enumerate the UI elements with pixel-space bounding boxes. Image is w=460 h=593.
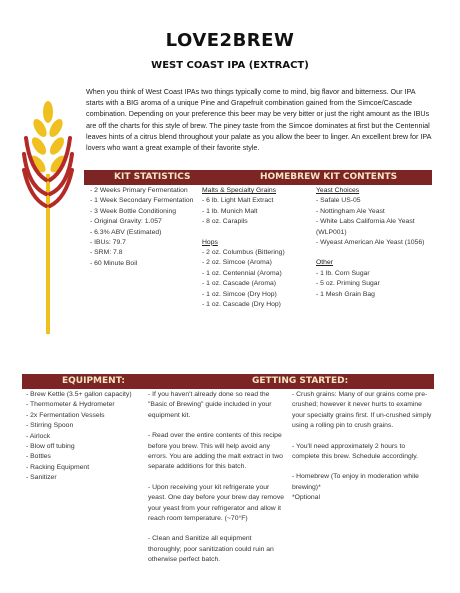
list-item: - White Labs California Ale Yeast (WLP001) xyxy=(316,218,415,236)
kit-section-bar xyxy=(84,170,432,185)
list-item: - Sanitizer xyxy=(26,474,57,482)
list-item: - 5 oz. Priming Sugar xyxy=(316,280,380,288)
list-item: - Nottingham Ale Yeast xyxy=(316,207,385,215)
list-item: - Thermometer & Hydrometer xyxy=(26,401,115,409)
intro-paragraph: When you think of West Coast IPAs two things typically come to mind, big flavor and bitterness. Our IPA starts with a BIG aroma of a unique Pine and Grapefruit combination gained from the Simcoe/Cascade combination. Depending on your preference this beer may be very bitter or just the right amount as the IBUs are off the charts for this style of brew. The piney taste from the Simcoe dominates at first but the Centennial leaves hints of a citrus blend throughout your palate as you allow the beer to linger. An excellent brew for IPA lovers who want a great example of their favorite style. xyxy=(86,87,432,153)
equipment-heading: EQUIPMENT: xyxy=(62,376,125,386)
list-item: - Blow off tubing xyxy=(26,443,75,451)
list-item: - 1 oz. Cascade (Aroma) xyxy=(202,280,277,288)
brand-title: LOVE2BREW xyxy=(165,30,295,51)
other-heading: Other xyxy=(316,259,333,267)
list-item: - Racking Equipment xyxy=(26,463,90,471)
list-item: - 3 Week Bottle Conditioning xyxy=(90,207,177,215)
hops-heading: Hops xyxy=(202,238,218,246)
list-item: - Bottles xyxy=(26,453,51,461)
list-item: - 8 oz. Carapils xyxy=(202,218,248,226)
ingredients-column xyxy=(202,186,312,310)
list-item: - 1 lb. Munich Malt xyxy=(202,207,258,215)
list-item: - Brew Kettle (3.5+ gallon capacity) xyxy=(26,391,132,398)
yeast-other-column xyxy=(316,186,434,300)
yeast-heading: Yeast Choices xyxy=(316,187,360,194)
list-item: - 1 Week Secondary Fermentation xyxy=(90,197,194,205)
list-item: - 2 oz. Simcoe (Aroma) xyxy=(202,259,272,267)
list-item: - SRM: 7.8 xyxy=(90,249,123,257)
list-item: - Upon receiving your kit refrigerate your yeast. One day before your brew day remove your yeast from your refrigerator and allow it reach room temperature. (~70°F) xyxy=(148,483,285,523)
list-item: - 1 oz. Centennial (Aroma) xyxy=(202,269,282,277)
list-item: - Read over the entire contents of this recipe before you brew. This will help avoid any errors. You are adding the malt extract in two separate additions for this batch. xyxy=(148,432,283,471)
equipment-list xyxy=(26,390,144,484)
recipe-subtitle: WEST COAST IPA (EXTRACT) xyxy=(151,60,309,71)
list-item: - If you haven't already done so read the "Basic of Brewing" guide included in your equipment kit. xyxy=(148,391,272,419)
list-item: - Airlock xyxy=(26,432,51,440)
list-item: - 2x Fermentation Vessels xyxy=(26,411,105,419)
list-item: - Wyeast American Ale Yeast (1056) xyxy=(316,239,425,247)
list-item: - You'll need approximately 2 hours to complete this brew. Schedule accordingly. xyxy=(292,442,419,461)
list-item: - 6 lb. Light Malt Extract xyxy=(202,197,274,205)
list-item: - Stirring Spoon xyxy=(26,422,74,430)
malts-heading: Malts & Specialty Grains xyxy=(202,187,277,194)
list-item: - 1 oz. Cascade (Dry Hop) xyxy=(202,301,281,309)
list-item: - 6.3% ABV (Estimated) xyxy=(90,228,162,236)
list-item: - Clean and Sanitize all equipment thoroughly; poor sanitization could ruin an otherwise perfect batch. xyxy=(148,535,274,564)
list-item: - 60 Minute Boil xyxy=(90,259,138,267)
list-item: - 1 Mesh Grain Bag xyxy=(316,290,375,298)
homebrew-kit-contents-heading: HOMEBREW KIT CONTENTS xyxy=(260,172,398,182)
list-item: - 1 oz. Simcoe (Dry Hop) xyxy=(202,290,277,298)
wheat-icon xyxy=(22,94,74,334)
getting-started-right xyxy=(292,390,434,504)
getting-started-heading: GETTING STARTED: xyxy=(252,376,349,386)
list-item: - Original Gravity: 1.057 xyxy=(90,218,162,226)
list-item: - 1 lb. Corn Sugar xyxy=(316,269,370,277)
getting-started-left xyxy=(148,390,284,566)
kit-statistics-heading: KIT STATISTICS xyxy=(114,172,191,182)
kit-statistics-list xyxy=(90,186,194,269)
list-item: - Crush grains: Many of our grains come pre-crushed; however it never hurts to examine your specialty grains first. If un-crushed simply using a rolling pin to crush grains. xyxy=(292,391,432,430)
equipment-section-bar xyxy=(22,374,434,389)
list-item: - IBUs: 79.7 xyxy=(90,239,126,247)
list-item: - 2 oz. Columbus (Bittering) xyxy=(202,249,285,257)
list-item: - Safale US-05 xyxy=(316,197,361,205)
list-item: - Homebrew (To enjoy in moderation while brewing)* xyxy=(292,473,419,491)
list-item: *Optional xyxy=(292,494,320,502)
list-item: - 2 Weeks Primary Fermentation xyxy=(90,187,188,194)
